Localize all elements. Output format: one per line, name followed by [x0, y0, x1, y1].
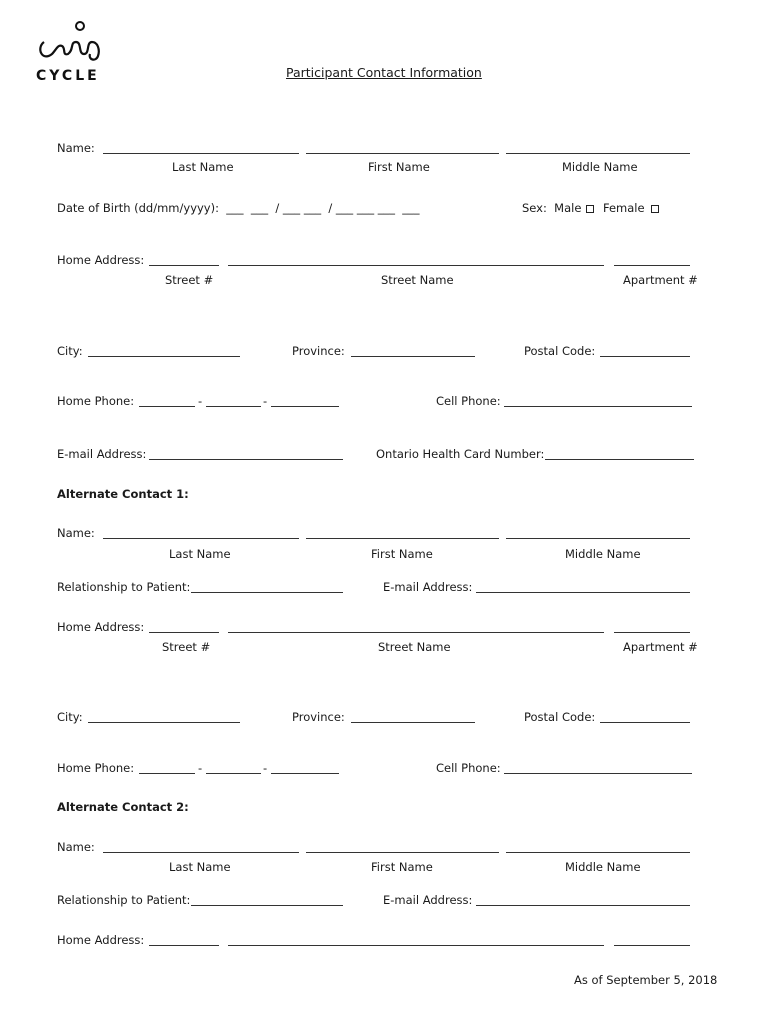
province-label: Province:	[292, 710, 345, 724]
city-line[interactable]	[88, 722, 240, 723]
apartment-caption: Apartment #	[623, 273, 698, 287]
postal-code-line[interactable]	[600, 356, 690, 357]
home-address-label: Home Address:	[57, 933, 145, 947]
home-address-label: Home Address:	[57, 620, 145, 634]
last-name-line[interactable]	[103, 852, 299, 853]
last-name-caption: Last Name	[172, 160, 234, 174]
email-line[interactable]	[476, 592, 690, 593]
postal-code-label: Postal Code:	[524, 710, 596, 724]
apartment-line[interactable]	[614, 265, 690, 266]
health-card-label: Ontario Health Card Number:	[376, 447, 545, 461]
street-name-caption: Street Name	[378, 640, 451, 654]
middle-name-line[interactable]	[506, 852, 690, 853]
sex-male-label: Sex: Male	[522, 201, 582, 215]
logo-text: CYCLE	[36, 68, 100, 84]
street-number-line[interactable]	[149, 945, 219, 946]
apartment-line[interactable]	[614, 945, 690, 946]
street-name-line[interactable]	[228, 265, 604, 266]
street-number-caption: Street #	[165, 273, 214, 287]
cell-phone-label: Cell Phone:	[436, 394, 501, 408]
page-title: Participant Contact Information	[286, 65, 482, 80]
first-name-line[interactable]	[306, 153, 499, 154]
street-name-line[interactable]	[228, 632, 604, 633]
street-number-line[interactable]	[149, 265, 219, 266]
province-line[interactable]	[351, 722, 475, 723]
postal-code-line[interactable]	[600, 722, 690, 723]
home-phone-area-line[interactable]	[139, 406, 195, 407]
first-name-line[interactable]	[306, 852, 499, 853]
female-label: Female	[603, 201, 645, 215]
dash: -	[198, 394, 203, 408]
email-label: E-mail Address:	[383, 580, 473, 594]
home-phone-prefix-line[interactable]	[206, 773, 261, 774]
postal-code-label: Postal Code:	[524, 344, 596, 358]
relationship-label: Relationship to Patient:	[57, 893, 191, 907]
street-name-caption: Street Name	[381, 273, 454, 287]
relationship-line[interactable]	[191, 592, 343, 593]
first-name-caption: First Name	[371, 547, 433, 561]
middle-name-caption: Middle Name	[565, 860, 641, 874]
first-name-caption: First Name	[368, 160, 430, 174]
female-checkbox[interactable]	[651, 205, 659, 213]
province-line[interactable]	[351, 356, 475, 357]
street-number-caption: Street #	[162, 640, 211, 654]
relationship-label: Relationship to Patient:	[57, 580, 191, 594]
cell-phone-label: Cell Phone:	[436, 761, 501, 775]
male-checkbox[interactable]	[586, 205, 594, 213]
name-label: Name:	[57, 141, 95, 155]
dash: -	[263, 394, 268, 408]
city-label: City:	[57, 710, 83, 724]
email-label: E-mail Address:	[383, 893, 473, 907]
dob-field[interactable]: Date of Birth (dd/mm/yyyy): ___ ___ / ___ ___ / ___ ___ ___ ___	[57, 201, 420, 215]
middle-name-caption: Middle Name	[562, 160, 638, 174]
province-label: Province:	[292, 344, 345, 358]
city-line[interactable]	[88, 356, 240, 357]
home-address-label: Home Address:	[57, 253, 145, 267]
home-phone-area-line[interactable]	[139, 773, 195, 774]
health-card-line[interactable]	[545, 459, 694, 460]
email-line[interactable]	[149, 459, 343, 460]
apartment-line[interactable]	[614, 632, 690, 633]
last-name-line[interactable]	[103, 538, 299, 539]
dash: -	[198, 761, 203, 775]
street-number-line[interactable]	[149, 632, 219, 633]
street-name-line[interactable]	[228, 945, 604, 946]
middle-name-line[interactable]	[506, 153, 690, 154]
home-phone-label: Home Phone:	[57, 761, 135, 775]
alt-contact-1-heading: Alternate Contact 1:	[57, 487, 189, 501]
cell-phone-line[interactable]	[504, 406, 692, 407]
home-phone-prefix-line[interactable]	[206, 406, 261, 407]
email-line[interactable]	[476, 905, 690, 906]
home-phone-line-number[interactable]	[271, 406, 339, 407]
name-label: Name:	[57, 526, 95, 540]
footer-date: As of September 5, 2018	[574, 973, 718, 987]
cell-phone-line[interactable]	[504, 773, 692, 774]
first-name-line[interactable]	[306, 538, 499, 539]
home-phone-line-number[interactable]	[271, 773, 339, 774]
dash: -	[263, 761, 268, 775]
email-label: E-mail Address:	[57, 447, 147, 461]
first-name-caption: First Name	[371, 860, 433, 874]
last-name-line[interactable]	[103, 153, 299, 154]
middle-name-caption: Middle Name	[565, 547, 641, 561]
alt-contact-2-heading: Alternate Contact 2:	[57, 800, 189, 814]
middle-name-line[interactable]	[506, 538, 690, 539]
apartment-caption: Apartment #	[623, 640, 698, 654]
relationship-line[interactable]	[191, 905, 343, 906]
last-name-caption: Last Name	[169, 860, 231, 874]
home-phone-label: Home Phone:	[57, 394, 135, 408]
cycle-logo-icon	[34, 20, 114, 64]
last-name-caption: Last Name	[169, 547, 231, 561]
city-label: City:	[57, 344, 83, 358]
name-label: Name:	[57, 840, 95, 854]
